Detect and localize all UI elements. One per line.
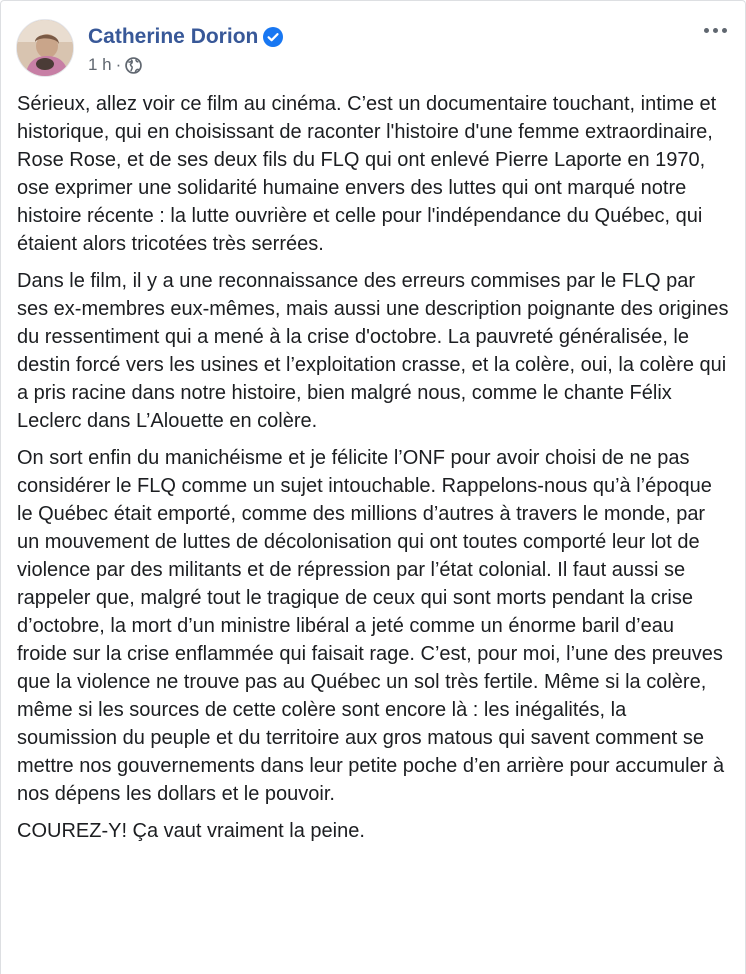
post-header	[16, 16, 732, 82]
meta-separator: ·	[115, 55, 122, 74]
post-timestamp[interactable]: 1 h	[88, 55, 112, 74]
author-avatar[interactable]	[16, 19, 74, 77]
post-paragraph: COUREZ-Y! Ça vaut vraiment la peine.	[17, 820, 365, 842]
verified-badge-icon	[263, 27, 283, 47]
more-dot-icon	[722, 28, 727, 33]
post-paragraph: Dans le film, il y a une reconnaissance des erreurs commises par le FLQ par ses ex-membres eux-mêmes, mais aussi une description poignante des origines du ressentiment qui a mené à la crise d'octobre. La pauvreté généralisée, le destin forcé vers les usines et l’exploitation crasse, et la colère, oui, la colère qui a pris racine dans notre histoire, bien malgré nous, comme le chante Félix Leclerc dans L’Alouette en colère.	[17, 270, 729, 432]
post-meta	[88, 54, 142, 76]
more-dot-icon	[704, 28, 709, 33]
avatar-photo-icon	[17, 20, 74, 77]
more-dot-icon	[713, 28, 718, 33]
author-row	[88, 24, 283, 50]
author-name[interactable]: Catherine Dorion	[88, 25, 259, 48]
globe-icon[interactable]	[125, 57, 142, 74]
post-body	[17, 90, 729, 854]
post-paragraph: Sérieux, allez voir ce film au cinéma. C’est un documentaire touchant, intime et historique, qui en choisissant de raconter l'histoire d'une femme extraordinaire, Rose Rose, et de ses deux fils du FLQ qui ont enlevé Pierre Laporte en 1970, ose exprimer une solidarité humaine envers des luttes qui ont marqué notre histoire récente : la lutte ouvrière et celle pour l'indépendance du Québec, qui étaient alors tricotées très serrées.	[17, 93, 717, 255]
more-options-button[interactable]	[698, 20, 732, 40]
post-paragraph: On sort enfin du manichéisme et je félicite l’ONF pour avoir choisi de ne pas considérer le FLQ comme un sujet intouchable. Rappelons-nous qu’à l’époque le Québec était emporté, comme des millions d’autres à travers le monde, par un mouvement de luttes de décolonisation qui ont toutes comporté leur lot de violence par des militants et de répression par l’état colonial. Il faut aussi se rappeler que, malgré tout le tragique de ceux qui sont morts pendant la crise d’octobre, la mort d’un ministre libéral a jeté comme un énorme baril d’eau froide sur la crise enflammée qui faisait rage. C’est, pour moi, l’une des preuves que la violence ne trouve pas au Québec un sol très fertile. Même si la colère, même si les sources de cette colère sont encore là : les inégalités, la soumission du peuple et du territoire aux gros matous qui savent comment se mettre nos gouvernements dans leur petite poche d’en arrière pour accumuler à nos dépens les dollars et le pouvoir.	[17, 447, 725, 805]
